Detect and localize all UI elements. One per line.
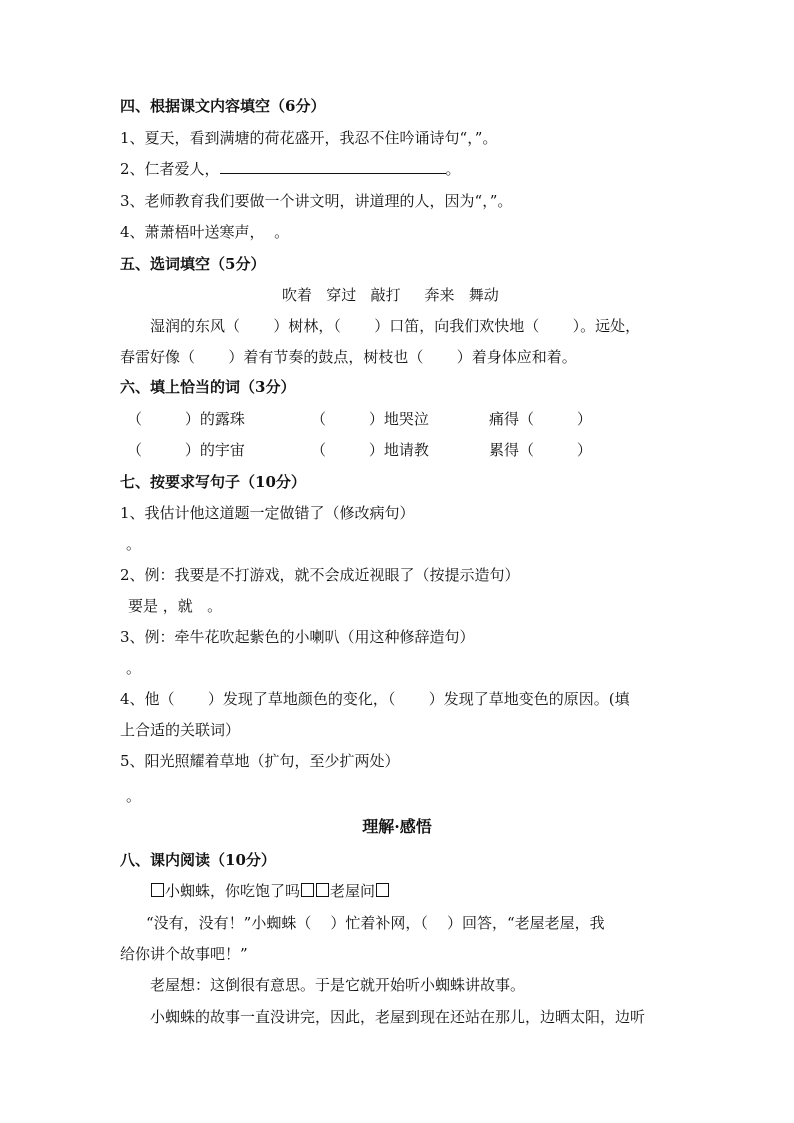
question-7-3: 3、例：牵牛花吹起紫色的小喇叭（用这种修辞造句）	[120, 628, 475, 646]
question-4-1: 1、夏天，看到满塘的荷花盛开，我忍不住吟诵诗句“，”。	[120, 129, 498, 147]
part-title: 理解·感悟	[362, 817, 432, 836]
question-4-2	[120, 159, 461, 179]
reading-line-3: 给你讲个故事吧！”	[120, 945, 248, 963]
section-8-heading: 八、课内阅读（10分）	[120, 851, 276, 869]
answer-blank[interactable]	[220, 159, 446, 174]
answer-7-5: 。	[126, 787, 142, 805]
question-4-4: 4、萧萧梧叶送寒声， 。	[120, 223, 290, 241]
answer-7-1: 。	[126, 535, 142, 553]
question-7-1: 1、我估计他这道题一定做错了（修改病句）	[120, 504, 415, 522]
section-5-paragraph-line-2: 春雷好像（ ）着有节奏的鼓点，树枝也（ ）着身体应和着。	[120, 348, 577, 366]
blank-box[interactable]	[316, 883, 329, 897]
blank-box[interactable]	[301, 883, 314, 897]
question-4-2-text: 2、仁者爱人，	[120, 160, 220, 178]
answer-7-3: 。	[126, 659, 142, 677]
reading-line-1	[150, 881, 390, 901]
reading-text: 小蜘蛛，你吃饱了吗	[165, 882, 301, 900]
fill-item: （ ）地哭泣	[311, 410, 429, 428]
question-7-2: 2、例：我要是不打游戏，就不会成近视眼了（按提示造句）	[120, 566, 520, 584]
reading-text: 老屋问	[330, 882, 376, 900]
answer-7-2: 要是 ，就 。	[128, 597, 223, 615]
fill-item: （ ）地请教	[311, 441, 429, 459]
question-7-4-line-2: 上合适的关联词）	[120, 721, 241, 739]
question-7-5: 5、阳光照耀着草地（扩句，至少扩两处）	[120, 752, 400, 770]
section-6-heading: 六、填上恰当的词（3分）	[120, 378, 296, 396]
fill-item: （ ）的宇宙	[127, 441, 245, 459]
fill-item: （ ）的露珠	[127, 410, 245, 428]
blank-box[interactable]	[376, 883, 389, 897]
section-5-paragraph-line-1: 湿润的东风（ ）树林，（ ）口笛，向我们欢快地（ ）。远处，	[150, 317, 641, 335]
reading-line-2: “没有，没有！”小蜘蛛（ ）忙着补网，（ ）回答，“老屋老屋，我	[146, 914, 605, 932]
question-4-2-end: 。	[445, 160, 461, 178]
question-7-4-line-1: 4、他（ ）发现了草地颜色的变化，（ ）发现了草地变色的原因。(填	[120, 690, 630, 708]
blank-box[interactable]	[151, 883, 164, 897]
word-bank: 吹着 穿过 敲打 奔来 舞动	[282, 286, 499, 304]
fill-item: 累得（ ）	[489, 441, 592, 459]
section-4-heading: 四、根据课文内容填空（6分）	[120, 97, 326, 115]
reading-line-5: 小蜘蛛的故事一直没讲完，因此，老屋到现在还站在那儿，边晒太阳，边听	[150, 1008, 646, 1026]
fill-item: 痛得（ ）	[489, 410, 592, 428]
question-4-3: 3、老师教育我们要做一个讲文明，讲道理的人，因为“，”。	[120, 192, 513, 210]
section-7-heading: 七、按要求写句子（10分）	[120, 473, 306, 491]
section-5-heading: 五、选词填空（5分）	[120, 255, 266, 273]
reading-line-4: 老屋想：这倒很有意思。于是它就开始听小蜘蛛讲故事。	[150, 976, 526, 994]
